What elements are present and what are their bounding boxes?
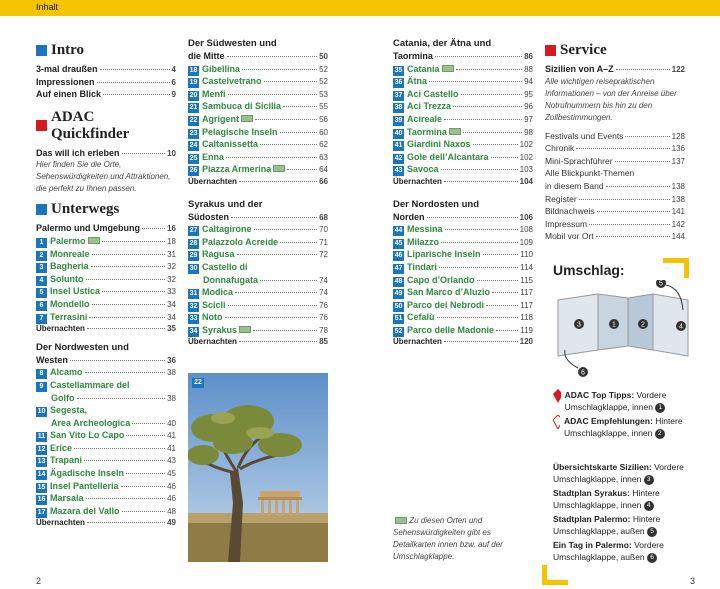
toc-entry[interactable]: Impressum 142	[545, 218, 685, 229]
header-bar	[0, 0, 720, 16]
place-number-badge: 46	[394, 252, 403, 260]
umschlag-heading: Umschlag:	[553, 262, 625, 278]
toc-entry[interactable]: 32 Scicli 76	[189, 299, 328, 310]
toc-entry[interactable]: Übernachten 35	[36, 324, 176, 334]
legend-maps: Übersichtskarte Sizilien: Vordere Umschlagklappe, innen 3 Stadtplan Syrakus: Hintere Umschlagklappe, innen 4 Stadtplan Palermo: Hintere Umschlagklappe, außen 5 Ein Tag in Palermo: Vordere Umschlagklappe, außen 6	[553, 462, 684, 562]
toc-entry[interactable]: 43 Savoca 103	[394, 164, 533, 175]
toc-entry[interactable]: 27 Caltagirone 70	[189, 224, 328, 235]
toc-entry[interactable]: 21 Sambuca di Sicilia 55	[189, 101, 328, 112]
legend-tips: ADAC Top Tipps: Vordere Umschlagklappe, innen 1 ADAC Empfehlungen: Hintere Umschlagklappe, innen 2	[553, 389, 720, 439]
column-3	[393, 38, 533, 349]
map-thumbnail-icon	[395, 517, 407, 524]
toc-entry[interactable]: 49 San Marco d’Aluzio 117	[394, 287, 533, 298]
region-heading[interactable]: Südosten 68	[188, 211, 328, 222]
place-number-badge: 2	[36, 251, 47, 261]
place-number-badge: 21	[189, 104, 198, 112]
toc-entry[interactable]: 20 Menfi 53	[189, 88, 328, 99]
section-unterwegs: Unterwegs	[36, 201, 176, 218]
place-number-badge: 27	[189, 227, 198, 235]
place-number-badge: 35	[394, 66, 403, 74]
toc-entry[interactable]: 11 San Vito Lo Capo 41	[37, 430, 176, 441]
toc-entry[interactable]: 1 Palermo 18	[36, 235, 176, 248]
map-note: Zu diesen Orten und Sehenswürdigkeiten gibt es Detailkarten innen bzw. auf der Umschlagklappe.	[393, 516, 503, 561]
toc-entry[interactable]: 10 Segesta,	[37, 405, 88, 416]
toc-entry[interactable]: 5 Insel Ustica 33	[36, 285, 176, 298]
svg-text:5: 5	[659, 280, 663, 288]
photo-number-badge: 22	[192, 378, 204, 388]
place-number-badge: 7	[36, 314, 47, 324]
page-number-right: 3	[690, 576, 696, 586]
toc-entry[interactable]: 12 Erice 41	[37, 442, 176, 453]
red-square-icon	[36, 120, 47, 131]
toc-entry[interactable]: 26 Piazza Armerina 64	[189, 164, 328, 175]
place-number-badge: 31	[189, 290, 198, 298]
place-number-badge: 38	[394, 104, 403, 112]
toc-entry[interactable]: 45 Milazzo 109	[394, 236, 533, 247]
toc-entry[interactable]: 42 Gole dell’Alcantara 102	[394, 151, 533, 162]
toc-entry[interactable]: 38 Aci Trezza 96	[394, 101, 533, 112]
toc-entry[interactable]: 28 Palazzolo Acreide 71	[189, 236, 328, 247]
toc-entry[interactable]: 47 Tindari 114	[394, 261, 533, 272]
place-number-badge: 23	[189, 129, 198, 137]
place-number-badge: 39	[394, 116, 403, 124]
toc-entry[interactable]: Übernachten 104	[393, 176, 533, 186]
toc-entry[interactable]: 17 Mazara del Vallo 48	[37, 505, 176, 516]
region-heading[interactable]: Palermo und Umgebung 16	[36, 223, 176, 234]
region-heading: Der Nordwesten und	[36, 341, 129, 353]
place-number-badge: 36	[394, 79, 403, 87]
toc-entry[interactable]: 15 Insel Pantelleria 46	[37, 480, 176, 491]
toc-entry[interactable]: 23 Pelagische Inseln 60	[189, 126, 328, 137]
toc-entry[interactable]: 2 Monreale 31	[36, 248, 176, 261]
toc-entry[interactable]: 18 Gibellina 52	[189, 63, 328, 74]
place-number-badge: 24	[189, 142, 198, 150]
toc-entry[interactable]: 4 Solunto 32	[36, 273, 176, 286]
toc-entry[interactable]: 19 Castelvetrano 52	[189, 76, 328, 87]
region-heading: Der Südwesten und	[188, 38, 277, 49]
map-thumbnail-icon	[88, 237, 100, 244]
toc-entry[interactable]: 40 Taormina 98	[394, 126, 533, 137]
place-number-badge: 44	[394, 227, 403, 235]
place-number-badge: 8	[36, 369, 47, 379]
map-thumbnail-icon	[449, 128, 461, 135]
place-number-badge: 15	[37, 483, 46, 491]
toc-entry[interactable]: Bildnachweis 141	[545, 206, 685, 217]
place-number-badge: 43	[394, 167, 403, 175]
toc-entry[interactable]: Impressionen 6	[36, 76, 176, 87]
toc-entry[interactable]: 6 Mondello 34	[36, 298, 176, 311]
toc-entry[interactable]: 39 Acireale 97	[394, 113, 533, 124]
toc-entry[interactable]: 22 Agrigent 56	[189, 113, 328, 124]
place-number-badge: 28	[189, 239, 198, 247]
toc-entry[interactable]: 31 Modica 74	[189, 287, 328, 298]
toc-entry[interactable]: Übernachten 120	[393, 337, 533, 347]
place-number-badge: 12	[37, 445, 46, 453]
place-number-badge: 10	[37, 408, 46, 416]
blue-square-icon	[36, 204, 47, 215]
toc-entry[interactable]: in diesem Band 138	[545, 180, 685, 191]
region-heading[interactable]: Taormina 86	[393, 51, 533, 61]
svg-text:4: 4	[679, 323, 683, 331]
place-number-badge: 29	[189, 252, 198, 260]
toc-entry[interactable]: Das will ich erleben 10	[36, 147, 176, 158]
region-heading: Der Nordosten und	[393, 198, 480, 210]
toc-entry[interactable]: 13 Trapani 43	[37, 455, 176, 466]
map-thumbnail-icon	[241, 115, 253, 122]
header-title: Inhalt	[36, 2, 59, 12]
place-number-badge: 33	[189, 315, 198, 323]
toc-entry[interactable]: Alle Blickpunkt-Themen	[545, 168, 635, 179]
toc-entry[interactable]: Mini-Sprachführer 137	[545, 155, 685, 166]
section-intro: Intro	[36, 42, 176, 59]
place-number-badge: 52	[394, 327, 403, 335]
page-number-left: 2	[36, 576, 42, 586]
toc-entry[interactable]: 35 Catania 88	[394, 63, 533, 74]
region-heading: Syrakus und der	[188, 198, 263, 210]
place-number-badge: 9	[36, 382, 47, 392]
map-thumbnail-icon	[239, 326, 251, 333]
toc-entry[interactable]: 37 Aci Castello 95	[394, 88, 533, 99]
place-number-badge: 20	[189, 91, 198, 99]
place-number-badge: 3	[36, 263, 47, 273]
map-thumbnail-icon	[273, 165, 285, 172]
toc-entry[interactable]: 3-mal draußen 4	[36, 64, 176, 74]
place-number-badge: 25	[189, 154, 198, 162]
place-number-badge: 17	[37, 508, 46, 516]
place-number-badge: 30	[189, 264, 198, 272]
place-number-badge: 40	[394, 129, 403, 137]
place-number-badge: 32	[189, 302, 198, 310]
toc-entry[interactable]: Auf einen Blick 9	[36, 89, 176, 100]
place-number-badge: 45	[394, 239, 403, 247]
toc-entry[interactable]: 34 Syrakus 78	[189, 324, 328, 335]
toc-entry[interactable]: 41 Giardini Naxos 102	[394, 139, 533, 150]
place-number-badge: 48	[394, 277, 403, 285]
place-number-badge: 1	[36, 238, 47, 248]
section-quickfinder: ADAC Quickfinder	[36, 109, 176, 143]
place-number-badge: 51	[394, 315, 403, 323]
column-2	[188, 38, 328, 349]
place-number-badge: 5	[36, 288, 47, 298]
svg-text:6: 6	[581, 369, 585, 377]
map-thumbnail-icon	[442, 65, 454, 72]
top-tip-icon	[553, 389, 561, 403]
place-number-badge: 37	[394, 91, 403, 99]
toc-entry[interactable]: 25 Enna 63	[189, 151, 328, 162]
place-number-badge: 42	[394, 154, 403, 162]
svg-text:2: 2	[641, 321, 645, 329]
toc-entry[interactable]: 52 Parco delle Madonie 119	[394, 324, 533, 335]
recommendation-icon	[553, 415, 560, 429]
toc-entry[interactable]: 14 Ägadische Inseln 45	[37, 468, 176, 479]
toc-entry-continued[interactable]: Golfo 38	[51, 392, 176, 403]
place-number-badge: 13	[37, 458, 46, 466]
toc-entry[interactable]: 7 Terrasini 34	[36, 311, 176, 324]
place-number-badge: 41	[394, 142, 403, 150]
cover-diagram	[553, 280, 693, 385]
toc-entry[interactable]: Chronik 136	[545, 143, 685, 154]
quickfinder-description: Hier finden Sie die Orte, Sehenswürdigkeiten und Attraktionen, die perfekt zu Ihnen passen.	[36, 160, 171, 194]
toc-entry[interactable]: 46 Liparische Inseln 110	[394, 249, 533, 260]
place-number-badge: 14	[37, 471, 46, 479]
svg-text:3: 3	[577, 321, 581, 329]
toc-entry[interactable]: 8 Alcamo 38	[36, 366, 176, 379]
toc-entry[interactable]: 16 Marsala 46	[37, 493, 176, 504]
column-1	[36, 38, 176, 530]
toc-entry[interactable]: 48 Capo d’Orlando 115	[394, 274, 533, 285]
place-number-badge: 4	[36, 276, 47, 286]
place-number-badge: 50	[394, 302, 403, 310]
toc-entry[interactable]: 51 Cefalù 118	[394, 312, 533, 323]
toc-entry-continued[interactable]: Donnafugata 74	[203, 274, 328, 285]
toc-entry[interactable]: Übernachten 66	[188, 176, 328, 186]
toc-entry[interactable]: 9 Castellammare del	[36, 379, 176, 392]
section-service: Service	[545, 42, 685, 59]
toc-entry[interactable]: Festivals und Events 128	[545, 130, 685, 141]
place-number-badge: 16	[37, 496, 46, 504]
toc-entry[interactable]: Sizilien von A–Z 122	[545, 64, 685, 74]
region-heading[interactable]: Norden 106	[393, 211, 533, 222]
place-number-badge: 34	[189, 327, 198, 335]
place-number-badge: 19	[189, 79, 198, 87]
svg-text:1: 1	[612, 321, 616, 329]
place-number-badge: 26	[189, 167, 198, 175]
toc-entry[interactable]: 30 Castello di	[189, 261, 248, 272]
toc-entry[interactable]: 29 Ragusa 72	[189, 249, 328, 260]
column-4	[545, 38, 685, 243]
toc-entry[interactable]: 50 Parco dei Nebrodi 117	[394, 299, 533, 310]
toc-entry[interactable]: 24 Caltanissetta 62	[189, 139, 328, 150]
toc-entry[interactable]: 36 Ätna 94	[394, 76, 533, 87]
temple-photo	[188, 373, 328, 562]
toc-entry[interactable]: 33 Noto 76	[189, 312, 328, 323]
place-number-badge: 49	[394, 290, 403, 298]
place-number-badge: 47	[394, 264, 403, 272]
toc-entry[interactable]: Mobil vor Ort 144	[545, 231, 685, 242]
toc-entry-continued[interactable]: Area Archeologica 40	[51, 417, 176, 428]
toc-entry[interactable]: 3 Bagheria 32	[36, 260, 176, 273]
region-heading[interactable]: die Mitte 50	[188, 51, 328, 61]
red-square-icon	[545, 45, 556, 56]
region-heading: Catania, der Ätna und	[393, 38, 492, 49]
toc-entry[interactable]: 44 Messina 108	[394, 224, 533, 235]
service-description: Alle wichtigen reisepraktischen Informationen – von der Anreise über Notrufnummern bis hin zu den Zollbestimmungen.	[545, 76, 677, 122]
place-number-badge: 6	[36, 301, 47, 311]
place-number-badge: 18	[189, 66, 198, 74]
place-number-badge: 22	[189, 116, 198, 124]
toc-entry[interactable]: Übernachten 49	[36, 518, 176, 528]
toc-entry[interactable]: Register 138	[545, 193, 685, 204]
blue-square-icon	[36, 45, 47, 56]
region-heading[interactable]: Westen 36	[36, 354, 176, 365]
toc-entry[interactable]: Übernachten 85	[188, 337, 328, 347]
place-number-badge: 11	[37, 433, 46, 441]
